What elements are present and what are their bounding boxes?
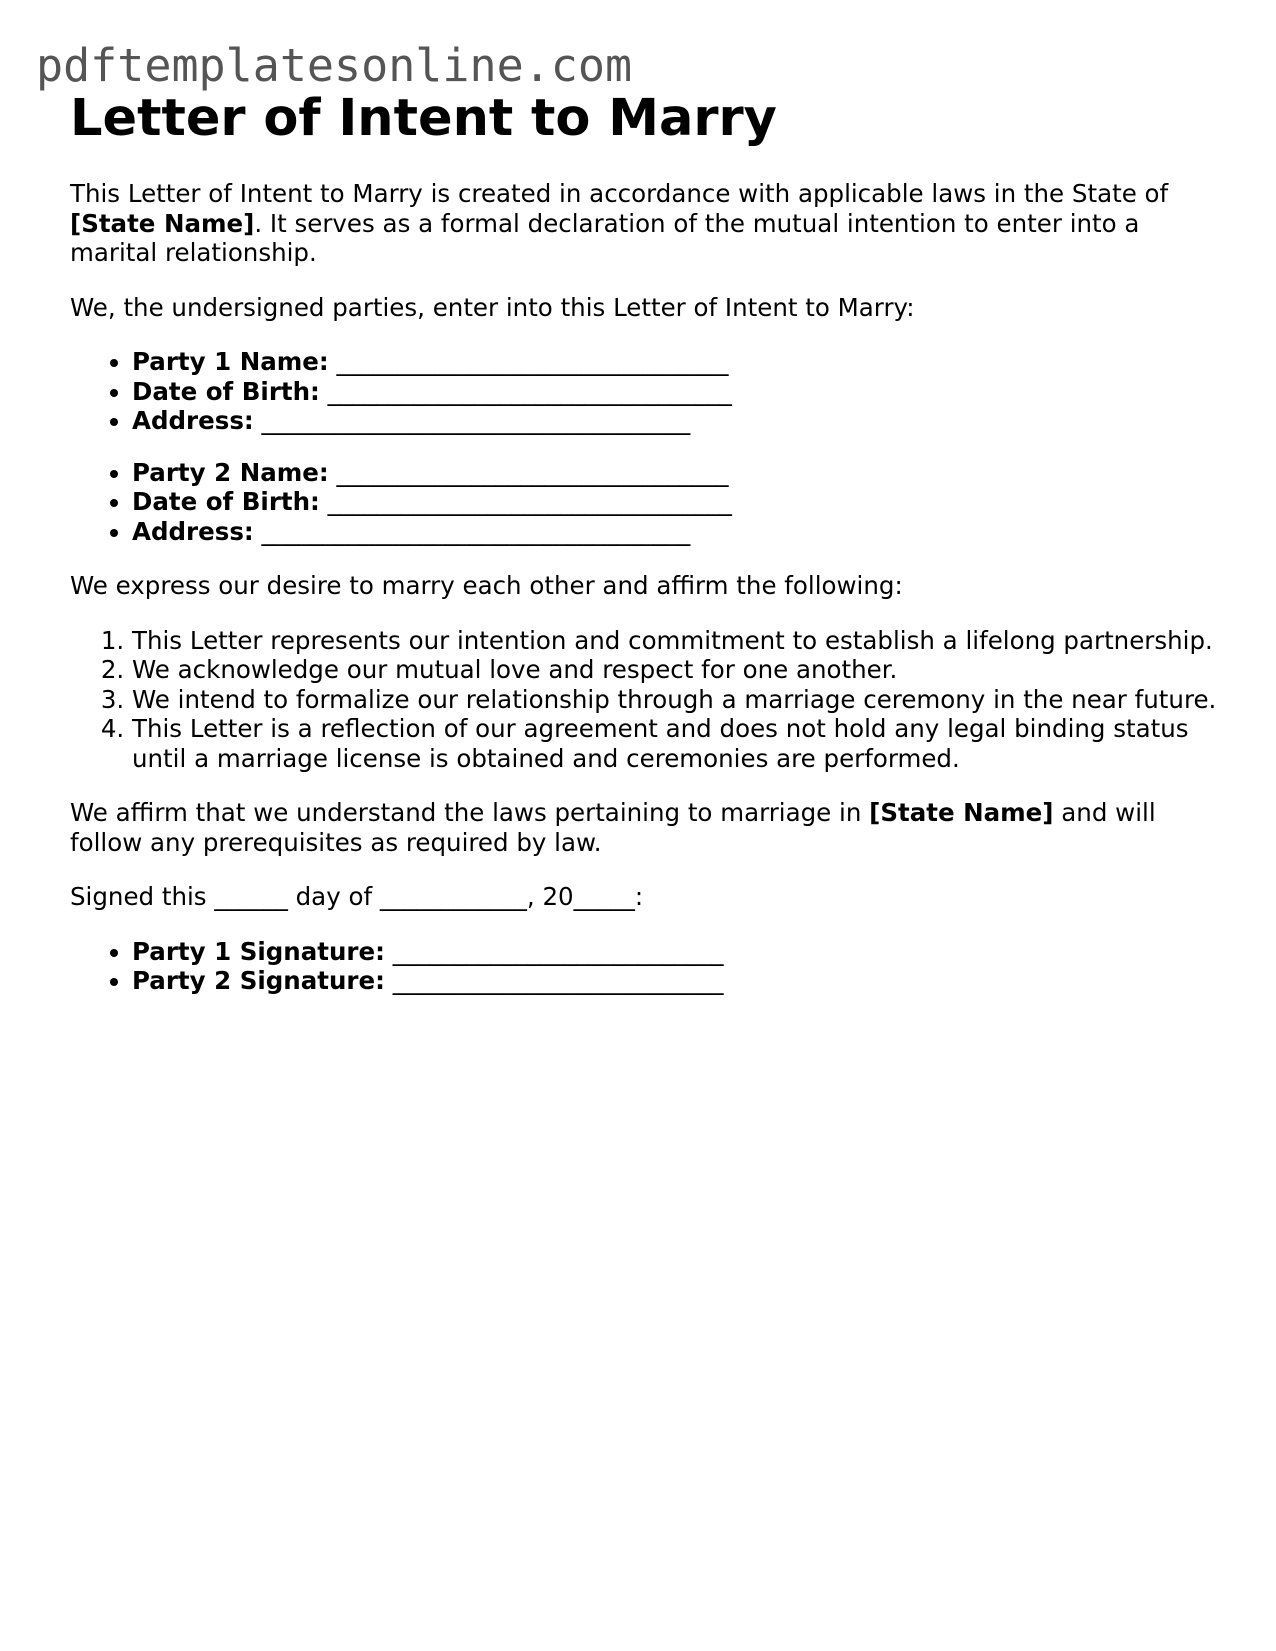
party1-signature-field[interactable]: ___________________________: [392, 936, 724, 966]
state-name-placeholder: [State Name]: [869, 798, 1054, 827]
party2-dob-field[interactable]: _________________________________: [327, 487, 732, 516]
list-item: [132, 377, 1220, 407]
affirmation-item: 4. This Letter is a reflection of our agreement and does not hold any legal binding status until a marriage license is obtained and ceremonies are performed.: [132, 714, 1220, 773]
laws-text-2: and will follow any prerequisites as required by law.: [70, 798, 1156, 857]
affirmation-item: 3. We intend to formalize our relationship through a marriage ceremony in the near future.: [132, 685, 1220, 715]
laws-text-1: We affirm that we understand the laws pertaining to marriage in: [70, 798, 870, 827]
party1-dob-field[interactable]: _________________________________: [327, 376, 732, 406]
intro-paragraph: [70, 179, 1220, 268]
party1-address-label: Address:: [132, 406, 254, 435]
signature-list: [70, 937, 1220, 996]
affirmation-list: [70, 626, 1220, 774]
intro-text-1: This Letter of Intent to Marry is created in accordance with applicable laws in the State of: [70, 179, 1169, 208]
list-item: [132, 487, 1220, 517]
watermark: pdftemplatesonline.com: [36, 39, 633, 92]
party2-address-label: Address:: [132, 516, 254, 546]
list-item: [132, 347, 1220, 377]
party1-dob-label: Date of Birth:: [132, 376, 320, 406]
list-item: [132, 517, 1220, 547]
affirm-intro: We express our desire to marry each other and affirm the following:: [70, 571, 903, 600]
state-name-placeholder: [State Name]: [70, 208, 255, 238]
party2-signature-label: Party 2 Signature:: [132, 966, 385, 995]
signed-date-line[interactable]: Signed this ______ day of ____________, 20_____:: [70, 882, 644, 911]
document: [70, 86, 1220, 996]
party1-signature-label: Party 1 Signature:: [132, 936, 385, 966]
party1-address-field[interactable]: ___________________________________: [261, 406, 691, 435]
list-item: [132, 937, 1220, 967]
parties-intro: We, the undersigned parties, enter into this Letter of Intent to Marry:: [70, 292, 915, 322]
list-item: [132, 966, 1220, 996]
list-item: [132, 406, 1220, 436]
intro-text-2: . It serves as a formal declaration of the mutual intention to enter into a marital relationship.: [70, 208, 1140, 267]
party2-dob-label: Date of Birth:: [132, 487, 320, 516]
party2-details: [70, 458, 1220, 547]
page-title: Letter of Intent to Marry: [70, 89, 777, 148]
affirmation-item: 1. This Letter represents our intention and commitment to establish a lifelong partnership.: [132, 626, 1220, 656]
party1-details: [70, 347, 1220, 436]
affirmation-item: 2. We acknowledge our mutual love and respect for one another.: [132, 655, 1220, 685]
party2-name-field[interactable]: ________________________________: [336, 457, 729, 487]
laws-paragraph: [70, 798, 1220, 857]
party1-name-field[interactable]: ________________________________: [336, 347, 729, 376]
party2-name-label: Party 2 Name:: [132, 457, 329, 487]
list-item: [132, 458, 1220, 488]
party2-address-field[interactable]: ___________________________________: [261, 516, 691, 546]
party2-signature-field[interactable]: ___________________________: [392, 966, 724, 995]
party1-name-label: Party 1 Name:: [132, 347, 329, 376]
